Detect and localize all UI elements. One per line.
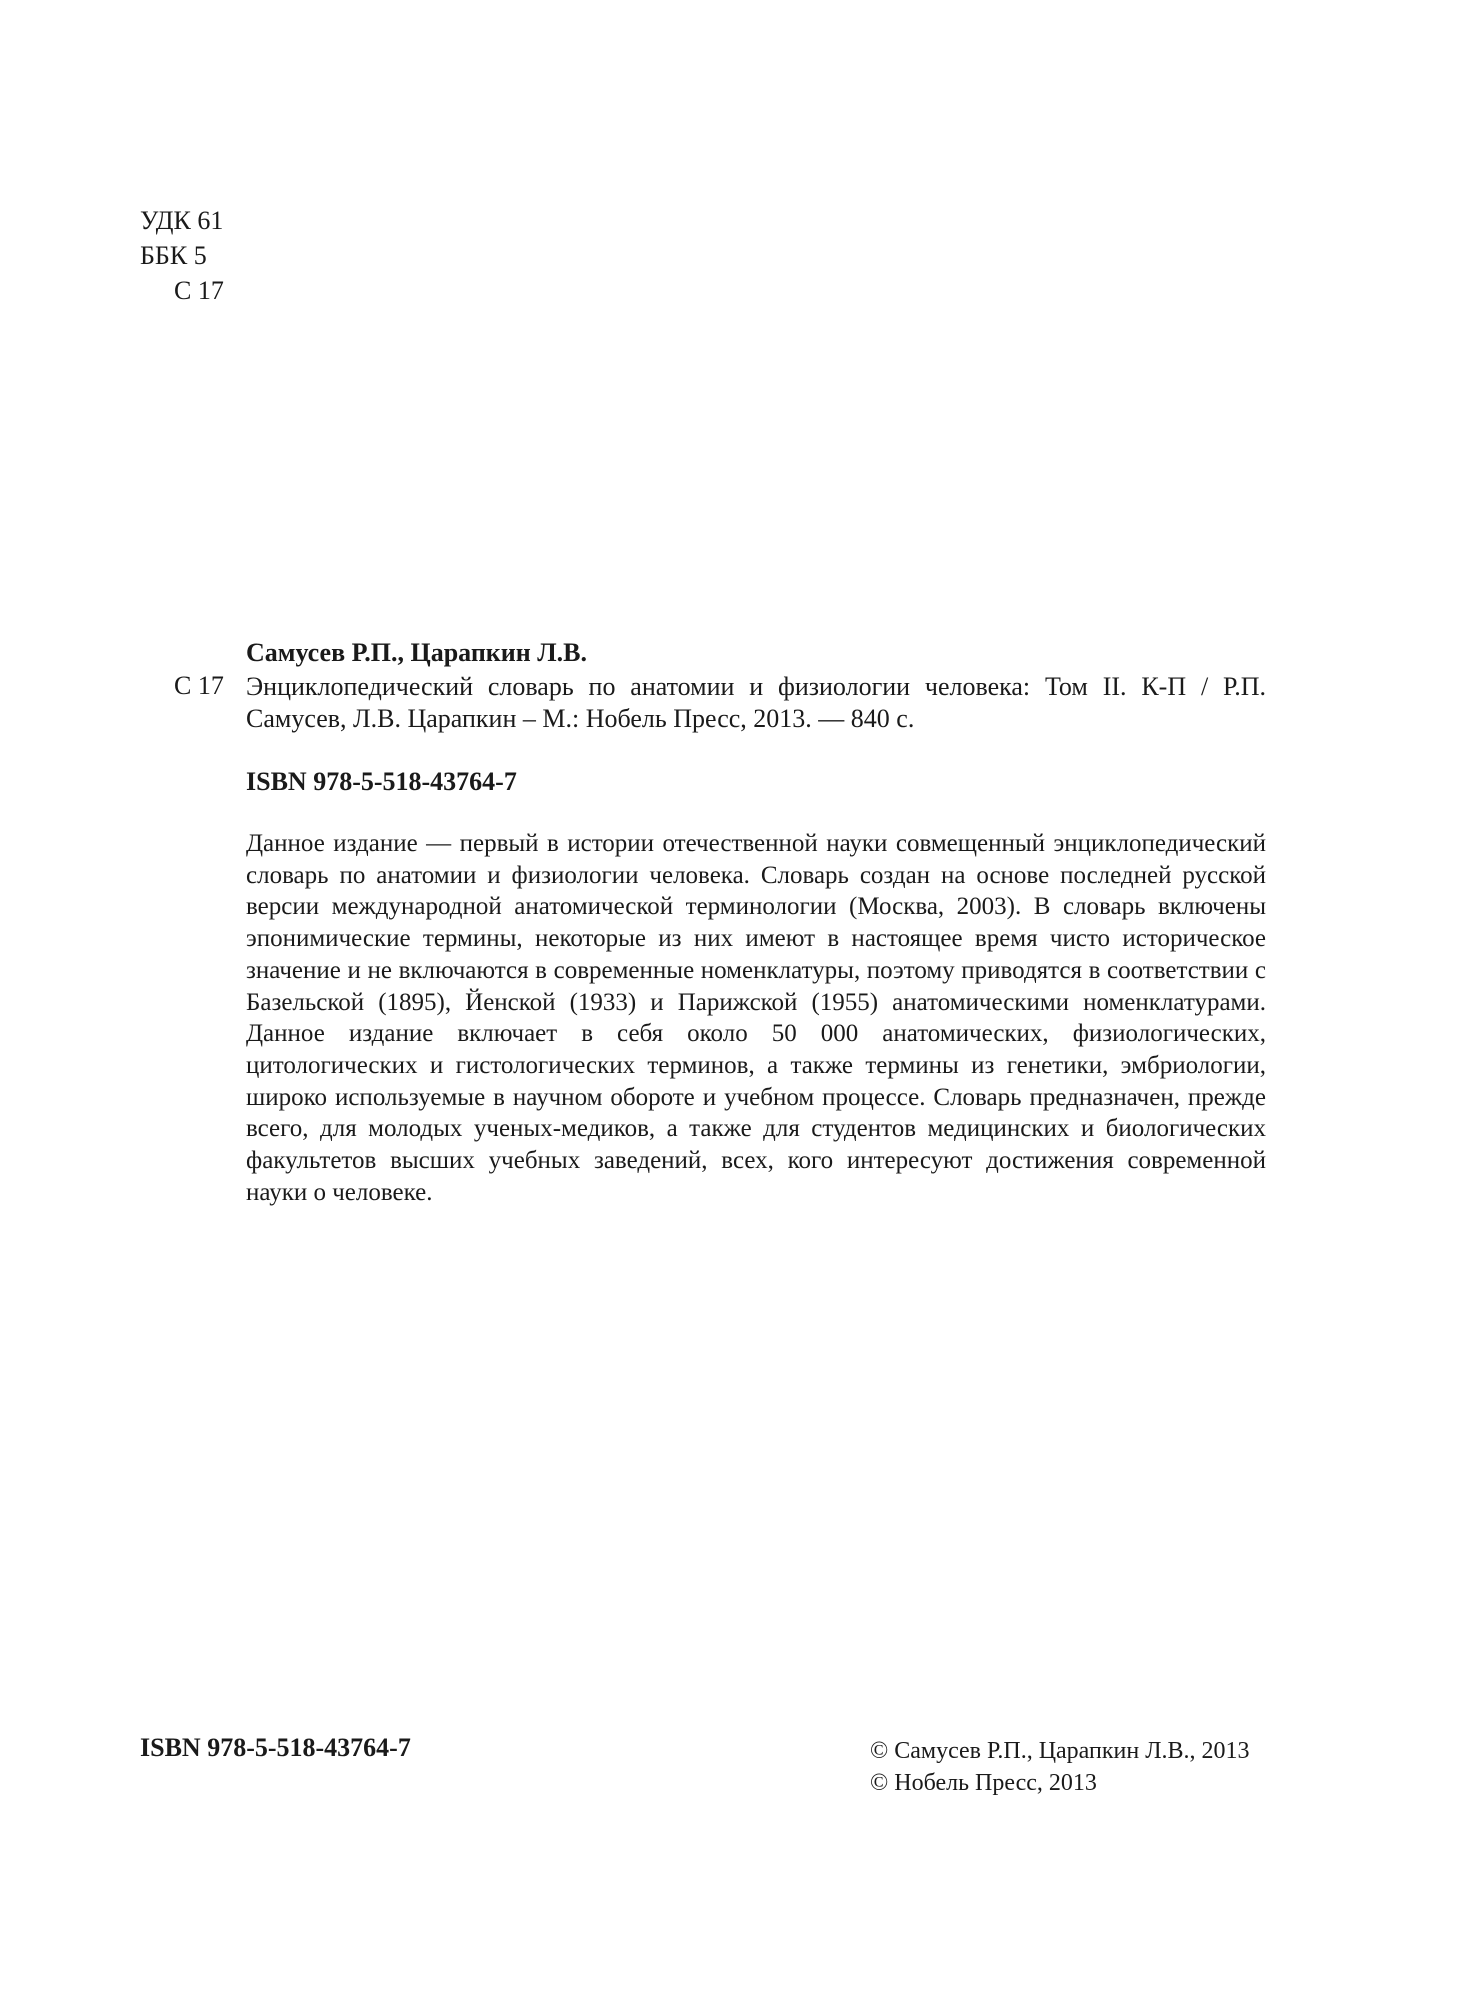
- copyright-block: [870, 1735, 1250, 1799]
- bbk-code: ББК 5: [140, 241, 207, 270]
- record-authors: Самусев Р.П., Царапкин Л.В.: [246, 638, 587, 667]
- copyright-publisher: © Нобель Пресс, 2013: [870, 1770, 1097, 1796]
- record-isbn: ISBN 978-5-518-43764-7: [246, 767, 517, 796]
- copyright-authors: © Самусев Р.П., Царапкин Л.В., 2013: [870, 1738, 1250, 1764]
- author-mark: С 17: [174, 276, 224, 305]
- udk-code: УДК 61: [140, 206, 224, 235]
- bibliographic-description: Энциклопедический словарь по анатомии и физиологии человека: Том II. К-П / Р.П. Самусев, Л.В. Царапкин – М.: Нобель Пресс, 2013. — 840 с.: [246, 672, 1266, 733]
- footer-isbn: ISBN 978-5-518-43764-7: [140, 1733, 411, 1762]
- record-author-mark: С 17: [174, 671, 224, 700]
- classification-block: [140, 203, 224, 308]
- annotation-paragraph: Данное издание — первый в истории отечественной науки совмещенный энциклопедический словарь по анатомии и физиологии человека. Словарь создан на основе последней русской версии международной анатомической терминологии (Москва, 2003). В словарь включены эпонимические термины, некоторые из них имеют в настоящее время чисто историческое значение и не включаются в современные номенклатуры, поэтому приводятся в соответствии с Базельской (1895), Йенской (1933) и Парижской (1955) анатомическими номенклатурами. Данное издание включает в себя около 50 000 анатомических, физиологических, цитологических и гистологических терминов, а также термины из генетики, эмбриологии, широко используемые в научном обороте и учебном процессе. Словарь предназначен, прежде всего, для молодых ученых-медиков, а также для студентов медицинских и биологических факультетов высших учебных заведений, всех, кого интересуют достижения современной науки о человеке.: [246, 830, 1266, 1206]
